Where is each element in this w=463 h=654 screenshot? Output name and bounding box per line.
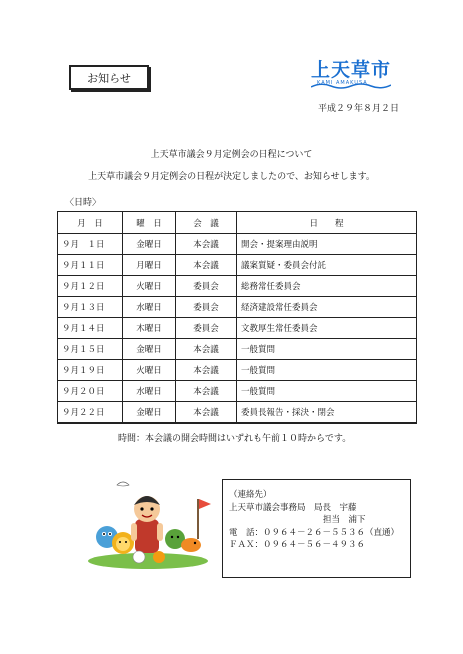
city-logo xyxy=(311,58,401,88)
cell-meeting: 委員会 xyxy=(176,297,237,318)
cell-schedule: 文教厚生常任委員会 xyxy=(237,318,417,339)
cell-date: ９月２２日 xyxy=(58,402,123,424)
cell-meeting: 本会議 xyxy=(176,255,237,276)
cell-schedule: 総務常任委員会 xyxy=(237,276,417,297)
cell-meeting: 本会議 xyxy=(176,339,237,360)
cell-weekday: 火曜日 xyxy=(123,276,176,297)
table-header-row xyxy=(58,212,417,234)
table-row xyxy=(58,402,417,424)
cell-date: ９月１４日 xyxy=(58,318,123,339)
document-title: 上天草市議会９月定例会の日程について xyxy=(150,150,313,160)
cell-date: ９月１５日 xyxy=(58,339,123,360)
cell-meeting: 委員会 xyxy=(176,318,237,339)
cell-date: ９月１３日 xyxy=(58,297,123,318)
notice-label: お知らせ xyxy=(87,71,131,85)
table-row xyxy=(58,234,417,255)
contact-phone: 電 話：０９６４－２６－５５３６（直通） xyxy=(229,527,400,538)
cell-date: ９月２０日 xyxy=(58,381,123,402)
table-row xyxy=(58,276,417,297)
cell-meeting: 本会議 xyxy=(176,381,237,402)
cell-date: ９月 １日 xyxy=(58,234,123,255)
cell-schedule: 議案質疑・委員会付託 xyxy=(237,255,417,276)
table-row xyxy=(58,360,417,381)
time-note: 時間：本会議の開会時間はいずれも午前１０時からです。 xyxy=(118,434,352,444)
cell-weekday: 木曜日 xyxy=(123,318,176,339)
cell-date: ９月１１日 xyxy=(58,255,123,276)
schedule-table xyxy=(57,211,417,424)
table-row xyxy=(58,318,417,339)
cell-meeting: 本会議 xyxy=(176,360,237,381)
contact-fax: ＦＡＸ：０９６４－５６－４９３６ xyxy=(229,540,366,551)
cell-weekday: 水曜日 xyxy=(123,381,176,402)
cell-schedule: 一般質問 xyxy=(237,360,417,381)
cell-meeting: 本会議 xyxy=(176,402,237,424)
cell-weekday: 火曜日 xyxy=(123,360,176,381)
table-row xyxy=(58,297,417,318)
notice-label-box xyxy=(69,65,149,90)
cell-date: ９月１９日 xyxy=(58,360,123,381)
cell-schedule: 一般質問 xyxy=(237,381,417,402)
table-row xyxy=(58,381,417,402)
cell-schedule: 経済建設常任委員会 xyxy=(237,297,417,318)
table-row xyxy=(58,255,417,276)
document-date: 平成２９年８月２日 xyxy=(317,104,399,114)
section-label: 〈日時〉 xyxy=(65,198,102,208)
logo-wave-icon xyxy=(311,82,391,90)
table-row xyxy=(58,339,417,360)
cell-meeting: 本会議 xyxy=(176,234,237,255)
cell-weekday: 水曜日 xyxy=(123,297,176,318)
logo-sub-text: KAMI AMAKUSA xyxy=(317,80,368,86)
header-date: 月 日 xyxy=(58,212,123,234)
cell-weekday: 金曜日 xyxy=(123,402,176,424)
mascot-illustration-icon xyxy=(83,479,213,569)
cell-weekday: 金曜日 xyxy=(123,339,176,360)
contact-staff: 担当 浦下 xyxy=(323,515,366,526)
cell-weekday: 月曜日 xyxy=(123,255,176,276)
contact-box xyxy=(222,479,411,578)
logo-main-text: 上天草市 xyxy=(311,59,392,81)
cell-schedule: 一般質問 xyxy=(237,339,417,360)
header-weekday: 曜 日 xyxy=(123,212,176,234)
header-meeting: 会 議 xyxy=(176,212,237,234)
cell-meeting: 委員会 xyxy=(176,276,237,297)
contact-office: 上天草市議会事務局 局長 宇藤 xyxy=(229,502,357,513)
cell-date: ９月１２日 xyxy=(58,276,123,297)
header-schedule: 日 程 xyxy=(237,212,417,234)
cell-weekday: 金曜日 xyxy=(123,234,176,255)
cell-schedule: 開会・提案理由説明 xyxy=(237,234,417,255)
contact-heading: （連絡先） xyxy=(229,490,272,500)
cell-schedule: 委員長報告・採決・閉会 xyxy=(237,402,417,424)
document-intro: 上天草市議会９月定例会の日程が決定しましたので、お知らせします。 xyxy=(88,172,375,182)
